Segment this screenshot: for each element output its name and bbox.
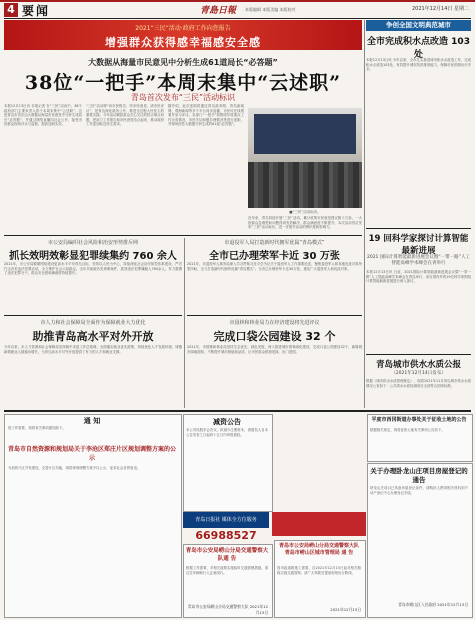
photo-caption: ■“三民”活动标识。 bbox=[289, 210, 321, 214]
banner-tag: 2021“三民”活动·政府工作向您报告 bbox=[135, 25, 231, 32]
ad-red-panel bbox=[272, 512, 366, 536]
notice-property-title: 关于办理卧龙山庄项目房屋登记的通告 bbox=[370, 467, 468, 484]
issue-date: 2021年12月14日 星期二 bbox=[411, 6, 469, 12]
right-story2-body: 本报12月13日讯 日前，2021国际计算智能最新进展会议暨“一带一路”人工智能高峰学术峰会在青岛举行，来自国内外的19位科学家围绕计算智能最新进展进行深入探讨。 bbox=[366, 270, 471, 284]
right-story3-body: 根据《城市供水水质管理规定》，现将2021年11月青岛城市供水水质情况公布如下：公共供水水质检测项目全部符合国家标准。 bbox=[366, 379, 471, 388]
lead-headline: 38位“一把手”本周末集中“云述职” bbox=[24, 72, 342, 94]
mid-column-divider bbox=[184, 238, 185, 408]
media-service-ad: 青岛日报社 媒体全方位服务 bbox=[183, 512, 269, 528]
notice-traffic1-sign: 青岛市公安局崂山分局交通警察大队 2021年12月13日 bbox=[187, 604, 268, 615]
notice-planning-title: 青岛市自然资源和规划局关于李沧区郑庄片区规划调整方案的公示 bbox=[7, 446, 176, 462]
story1-kicker: 市公安局编织社会风险和治安形势排斥网 bbox=[47, 240, 138, 246]
lead-divider bbox=[4, 235, 362, 236]
lead-body-col4: 近年来，青岛持续开展“三民”活动，累计收集市民意见建议数十万条，一大批群众急难愁盼问题得到有效解决，群众满意度不断提升。本次活动首次发布“三民”活动标识，进一步提升活动的辨识度和影响力。 bbox=[248, 216, 362, 230]
story3-divider bbox=[187, 315, 362, 316]
lead-kicker: 大数据从海量市民意见中分析生成61道局长“必答题” bbox=[88, 58, 278, 67]
story2-headline: 助推青岛高水平对外开放 bbox=[32, 330, 154, 343]
story4-kicker: 市园林和林业局力在经济建设将先进评议 bbox=[229, 320, 320, 326]
notice-property-sign: 青岛市崂山区人民政府 2021年12月13日 bbox=[398, 602, 468, 607]
right-column-divider bbox=[364, 20, 365, 408]
lead-photo bbox=[248, 108, 362, 208]
right-divider-1 bbox=[366, 228, 471, 229]
lead-body-col3: 据介绍，此次述职将通过青岛政务网、青岛新闻网、观海新闻等多个平台同步直播，市民可在线观看并参与评议。各部门“一把手”将围绕年度重点工作完成情况、市民关切问题办理情况等进行述职，并现场回答大数据分析生成的61道“必答题”。 bbox=[168, 104, 244, 127]
campaign-banner bbox=[4, 20, 362, 50]
story1-body: 2021年，市公安局紧紧围绕建设更高水平平安青岛目标，坚持以人民为中心，持续深化社会治安防控体系建设，严厉打击各类违法犯罪活动，全力维护社会大局稳定。全年共侦破各类刑事案件，抓获违法犯罪嫌疑人760余人，有力震慑了违法犯罪分子，群众安全感和满意度持续提升。 bbox=[4, 262, 182, 276]
notice-traffic2-sign: 2021年12月13日 bbox=[330, 607, 361, 612]
story1-divider bbox=[4, 315, 182, 316]
notice-traffic1-title: 青岛市公安局崂山分局交通警察大队通 告 bbox=[185, 548, 269, 562]
right-story3-subtitle: （2021年12月14日发布） bbox=[391, 371, 446, 376]
notice-traffic2-body: 因市政道路施工需要，自2021年12月15日起对相关路段实施交通管制，请广大驾驶员提前规划出行路线。 bbox=[277, 566, 361, 575]
notices-divider bbox=[4, 410, 471, 412]
right-story1-body: 本报12月13日讯 今年以来，全市扎实推进城市积水点改造工作，完成积水点改造103处，有效提升城市防汛排涝能力，保障市民汛期出行安全。 bbox=[366, 58, 471, 72]
notice-tongzhi-title: 通 知 bbox=[83, 417, 101, 425]
photo-crowd bbox=[248, 162, 362, 208]
section-title: 要闻 bbox=[22, 4, 51, 18]
story4-body: 2021年，市园林和林业局坚持生态优先、绿色发展，深入推进城市园林绿化建设，完成口袋公园建设32个，新增城市绿地面积，不断提升城市颜值和品质，让市民群众推窗见绿、出门进园。 bbox=[187, 345, 362, 354]
lead-deck: 青岛首次发布“三民”活动标识 bbox=[130, 93, 236, 102]
right-story2-kicker: 2021 国际计算智能最新进展会议暨“一带一路”人工智能高峰学术峰会在青举行 bbox=[366, 255, 471, 266]
story4-headline: 完成口袋公园建设 32 个 bbox=[213, 330, 336, 343]
masthead: 青島日報 bbox=[200, 6, 237, 16]
notice-planning-body: 为加快片区开发建设，完善片区功能，现将规划调整方案予以公示，征求社会各界意见。 bbox=[8, 466, 141, 470]
notice-tongzhi-body: 因工作需要，现将有关事项通知如下。 bbox=[8, 426, 66, 430]
story3-body: 2021年，市退役军人事务局深入学习贯彻习近平总书记关于退役军人工作重要论述，聚焦退役军人和其他优抚对象所思所盼，全力打造新时代拥军优属“青岛模式”。全市已办理荣军卡近30万张，惠及广大退役军人和优抚对象。 bbox=[187, 262, 362, 271]
notice-traffic1-body: 根据工作需要，对相关道路实施临时交通管理措施，请过往车辆和行人注意绕行。 bbox=[186, 566, 268, 575]
right-story2-headline: 19 回科学家探讨计算智能最新进展 bbox=[368, 234, 469, 256]
story1-headline: 抓长效明效彰显犯罪续集约 760 余人 bbox=[9, 251, 177, 262]
lead-body-col2: “三民”活动即“向市民报告、听市民意见、请市民评议”，是青岛深化政务公开、推进全过程人民民主的重要实践。今年活动紧扣群众关心关注的热点难点问题，把部门工作报告和市民意见结合起来，推动政府工作更加贴近民生需求。 bbox=[86, 104, 164, 127]
notice-land-body: 根据相关规定，现将征收土地有关事项公告如下。 bbox=[370, 428, 445, 432]
right-story3-headline: 青岛城市供水水质公报 bbox=[375, 360, 461, 370]
right-column-band: 争创全国文明典范城市 bbox=[366, 20, 471, 31]
editor-info: 本版编辑 本版美编 本版校对 bbox=[245, 7, 296, 12]
right-story1-headline: 全市完成积水点改造 103 处 bbox=[367, 37, 470, 60]
top-rule bbox=[0, 0, 475, 2]
header-divider bbox=[4, 18, 471, 19]
story3-kicker: 市退役军人局打造新时代拥军优属“青岛模式” bbox=[224, 240, 325, 246]
story3-headline: 全市已办理荣军卡近 30 万张 bbox=[209, 251, 340, 262]
notice-capital-title: 减资公告 bbox=[213, 418, 241, 426]
ad-phone-number: 66988527 bbox=[195, 529, 257, 542]
page-number: 4 bbox=[4, 3, 18, 17]
story2-body: 今年以来，市人力资源和社会保障局坚持稳中求进工作总基调，全面落实就业优先政策，持续优化人才发展环境，城镇新增就业人数稳步增长，为青岛高水平对外开放提供了有力的人才和就业支撑。 bbox=[4, 345, 182, 354]
notice-capital-body: 本公司经股东会决议，拟减少注册资本，请债权人自本公告发布之日起四十五日内申报债权。 bbox=[186, 428, 268, 437]
right-divider-2 bbox=[366, 354, 471, 355]
photo-screen bbox=[254, 114, 356, 154]
banner-slogan: 增强群众获得感幸福感安全感 bbox=[105, 36, 261, 49]
notice-property-body: 卧龙山庄项目已具备房屋登记条件，请购房人携带相关材料到不动产登记中心办理登记手续。 bbox=[370, 486, 468, 495]
story2-kicker: 市人力和社会保障局全面作为保障就业大力优化 bbox=[40, 320, 146, 326]
lead-body-col1: 本报12月13日讯 本报记者 在“三民”活动中，38个政府部门主要负责人将于本周末集中“云述职”。这是青岛市首次由大数据从海量市民意见中分析生成局长“必答题”，并通过网络直播向社会公开，接受市民群众现场评议与监督，提高述职实效。 bbox=[4, 104, 82, 127]
notice-land-title: 平度市西冈街道办事处关于征收土地的公告 bbox=[371, 417, 467, 423]
notice-traffic2-title: 青岛市公安局崂山分局交通警察大队 青岛市崂山区城市管理局 通 告 bbox=[278, 543, 359, 556]
